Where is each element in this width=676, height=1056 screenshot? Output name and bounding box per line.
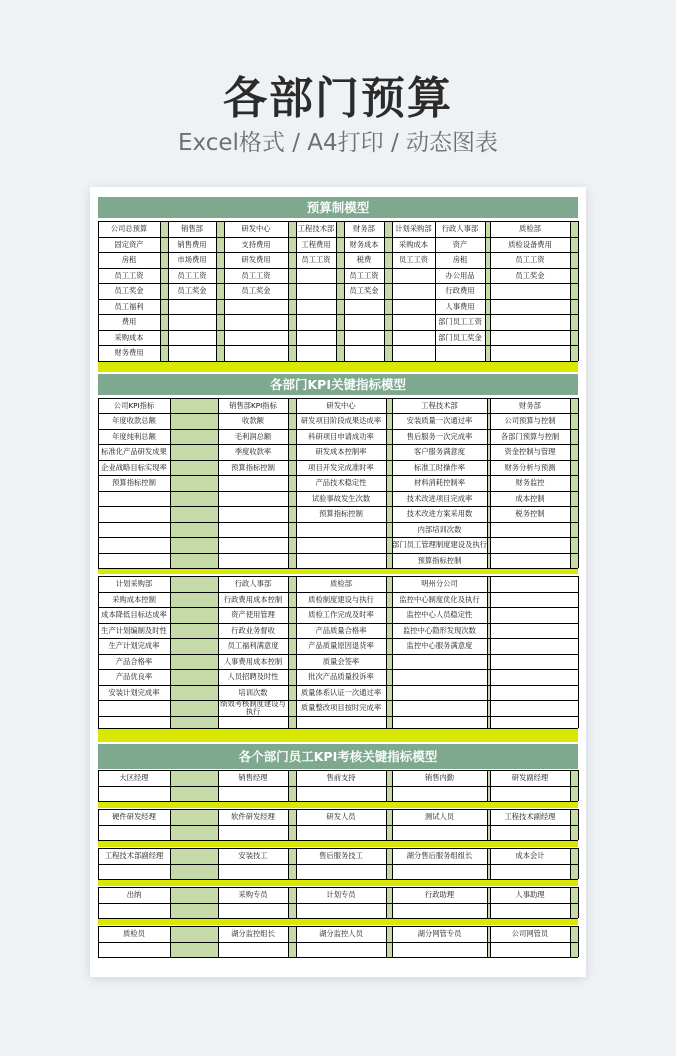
- grid-line-vertical: [490, 576, 491, 728]
- table-cell: 售前支持: [326, 773, 356, 782]
- table-cell: 市场费用: [177, 255, 207, 264]
- grid-line-vertical: [386, 809, 387, 840]
- grid-line-vertical: [386, 848, 387, 879]
- table-cell: 硬件研发经理: [112, 812, 156, 821]
- grid-line-vertical: [170, 926, 171, 957]
- table-cell: 采购成本控制: [112, 594, 156, 604]
- table-cell: 测试人员: [424, 812, 455, 821]
- section-separator: [98, 569, 578, 574]
- table-cell: 资产使用管理: [231, 610, 275, 619]
- table-cell: 安装计划完成率: [108, 687, 160, 697]
- table-cell: 客户服务满意度: [413, 447, 466, 456]
- table-cell: 监控中心制度优化及执行: [399, 594, 480, 604]
- table-cell: 批次产品质量投诉率: [308, 672, 374, 681]
- table-cell: 研发中心: [326, 400, 356, 410]
- table-cell: 研发项目阶段成果达成率: [300, 416, 382, 425]
- table-cell: 人事助理: [515, 890, 545, 899]
- grid-line-vertical: [485, 221, 486, 361]
- table-cell: 产品质量合格率: [315, 625, 367, 635]
- grid-line-vertical: [288, 770, 289, 801]
- table-cell: 公司总预算: [110, 224, 148, 233]
- table-cell: 监控中心服务满意度: [406, 641, 473, 650]
- section-separator: [98, 880, 578, 886]
- table-cell: 成本降低目标达成率: [101, 610, 167, 619]
- table-cell: 员工工资: [177, 270, 207, 280]
- table-cell: 行政人事部: [234, 579, 272, 588]
- section-separator: [98, 919, 578, 925]
- table-cell: 质检部: [330, 579, 352, 588]
- grid-line-vertical: [578, 576, 579, 728]
- grid-line-vertical: [170, 848, 171, 879]
- section-header: 预算制模型: [98, 197, 578, 218]
- table-cell: 采购成本: [114, 332, 144, 342]
- table-cell: 成本控制: [515, 493, 545, 503]
- table-cell: 项目开发完成准时率: [308, 462, 374, 472]
- table-cell: 生产计划完成率: [108, 641, 160, 650]
- table-cell: 销售内勤: [424, 773, 455, 782]
- table-cell: 售后服务一次完成率: [406, 431, 473, 441]
- grid-line-vertical: [288, 398, 289, 569]
- table-cell: 季度收款率: [234, 447, 272, 456]
- grid-line-vertical: [578, 887, 579, 918]
- grid-line-vertical: [170, 887, 171, 918]
- table-cell: 办公用品: [445, 270, 475, 280]
- table-cell: 技术改进项目完成率: [406, 493, 473, 503]
- table-cell: 员工工资: [349, 270, 379, 280]
- grid-line-vertical: [487, 576, 488, 728]
- grid-line-vertical: [386, 887, 387, 918]
- table-cell: 税费: [356, 255, 372, 264]
- table-cell: 湖分售后服务组组长: [406, 851, 473, 860]
- grid-line-vertical: [578, 398, 579, 569]
- table-cell: 公司KPI指标: [113, 400, 155, 410]
- table-cell: 计划采购部: [395, 224, 432, 233]
- table-cell: 部门员工工资: [438, 317, 482, 326]
- table-cell: 销售费用: [177, 239, 207, 249]
- table-cell: 工程技术部: [297, 224, 335, 233]
- table-cell: 安装质量一次通过率: [406, 416, 473, 425]
- table-cell: 房租: [121, 255, 137, 264]
- table-cell: 公司预算与控制: [504, 416, 556, 425]
- table-cell: 房租: [452, 255, 468, 264]
- table-cell: 固定资产: [114, 239, 144, 249]
- table-cell: 行政人事部: [441, 224, 479, 233]
- grid-line-vertical: [170, 398, 171, 569]
- table-cell: 培训次数: [238, 687, 268, 697]
- grid-line-vertical: [487, 848, 488, 879]
- table-cell: 产品技术稳定性: [315, 478, 367, 487]
- table-cell: 采购成本: [398, 239, 429, 249]
- grid-line-vertical: [288, 576, 289, 728]
- grid-line-vertical: [570, 770, 571, 801]
- table-cell: 成本会计: [515, 851, 545, 860]
- grid-line-vertical: [288, 809, 289, 840]
- grid-line-vertical: [578, 221, 579, 361]
- table-cell: 质检员: [123, 929, 145, 938]
- grid-line-vertical: [487, 887, 488, 918]
- highlight-column: [336, 221, 344, 361]
- highlight-column: [384, 221, 392, 361]
- grid-line-vertical: [216, 221, 217, 361]
- grid-line-vertical: [170, 576, 171, 728]
- table-cell: 计划采购部: [115, 579, 153, 588]
- table-cell: 销售部KPI指标: [229, 400, 277, 410]
- table-cell: 售后服务技工: [319, 851, 363, 860]
- grid-line-horizontal: [98, 330, 578, 331]
- table-cell: 收款额: [242, 416, 264, 425]
- grid-line-vertical: [384, 221, 385, 361]
- grid-line-vertical: [570, 848, 571, 879]
- grid-line-vertical: [487, 770, 488, 801]
- section-separator: [98, 841, 578, 847]
- table-cell: 财务部: [353, 224, 375, 233]
- table-cell: 公司网管员: [511, 929, 549, 938]
- table-cell: 绩效考核制度建设与执行: [220, 700, 286, 717]
- table-cell: 内部培训次数: [417, 524, 462, 534]
- table-cell: 行政业务督收: [231, 625, 275, 635]
- highlight-column: [288, 576, 296, 728]
- table-cell: 预算指标控制: [231, 462, 275, 472]
- table-cell: 标准化产品研发成果: [101, 447, 167, 456]
- section-header: 各个部门员工KPI考核关键指标模型: [98, 744, 578, 769]
- table-cell: 毛利润总额: [234, 431, 272, 441]
- table-cell: 工程技术部副经理: [104, 851, 164, 860]
- grid-line-vertical: [578, 809, 579, 840]
- grid-line-vertical: [578, 926, 579, 957]
- table-cell: 人事费用成本控制: [223, 656, 283, 666]
- table-cell: 员工工资: [241, 270, 271, 280]
- table-cell: 费用: [121, 317, 137, 326]
- grid-line-vertical: [288, 887, 289, 918]
- highlight-column: [570, 398, 578, 569]
- table-cell: 大区经理: [119, 773, 149, 782]
- grid-line-vertical: [578, 770, 579, 801]
- table-cell: 预算指标控制: [319, 509, 363, 518]
- table-cell: 试验事故发生次数: [311, 493, 371, 503]
- table-cell: 质检制度建设与执行: [308, 594, 374, 604]
- table-cell: 预算指标控制: [112, 478, 156, 487]
- table-cell: 财务分析与预测: [504, 462, 556, 472]
- table-cell: 质检设备费用: [508, 239, 552, 249]
- table-cell: 人员招聘及时性: [227, 672, 279, 681]
- grid-line-vertical: [288, 848, 289, 879]
- grid-line-horizontal: [98, 314, 578, 315]
- table-cell: 质检部: [519, 224, 541, 233]
- table-cell: 预算指标控制: [417, 555, 462, 565]
- table-cell: 行政费用成本控制: [223, 594, 283, 604]
- table-cell: 员工奖金: [241, 286, 271, 295]
- grid-line-vertical: [386, 770, 387, 801]
- table-cell: 工程技术部: [421, 400, 458, 410]
- grid-line-vertical: [487, 398, 488, 569]
- table-cell: 生产计划编制及时性: [101, 625, 167, 635]
- highlight-column: [288, 221, 296, 361]
- page-title: 各部门预算: [223, 73, 453, 124]
- table-cell: 税务控制: [515, 509, 545, 518]
- section-header: 各部门KPI关键指标模型: [98, 374, 578, 395]
- table-cell: 财务费用: [114, 348, 144, 357]
- table-cell: 质检工作完成及时率: [308, 610, 374, 619]
- table-cell: 材料消耗控制率: [413, 478, 466, 487]
- table-cell: 人事费用: [445, 301, 475, 311]
- table-cell: 企业战略目标实现率: [101, 462, 167, 472]
- table-cell: 研发人员: [326, 812, 356, 821]
- section-separator: [98, 802, 578, 808]
- table-cell: 安装技工: [238, 851, 268, 860]
- page-subtitle: Excel格式 / A4打印 / 动态图表: [177, 130, 499, 156]
- table-cell: 明州分公司: [421, 579, 458, 588]
- table-cell: 员工奖金: [349, 286, 379, 295]
- grid-line-vertical: [170, 809, 171, 840]
- table-cell: 标准工时操作率: [413, 462, 466, 472]
- table-cell: 资金控制与管理: [504, 447, 556, 456]
- table-cell: 销售部: [181, 224, 203, 233]
- table-cell: 质量会签率: [322, 656, 360, 666]
- table-cell: 员工福利满意度: [227, 641, 279, 650]
- table-cell: 各部门预算与控制: [500, 431, 560, 441]
- grid-line-vertical: [570, 221, 571, 361]
- table-cell: 销售经理: [238, 773, 268, 782]
- grid-line-vertical: [288, 926, 289, 957]
- table-cell: 员工工资: [515, 255, 545, 264]
- table-cell: 财务监控: [515, 478, 545, 487]
- highlight-column: [170, 576, 218, 728]
- section-separator: [98, 362, 578, 372]
- table-cell: 年度收款总额: [112, 416, 156, 425]
- table-cell: 员工工资: [398, 255, 429, 264]
- table-cell: 员工工资: [301, 255, 331, 264]
- highlight-column: [216, 221, 224, 361]
- table-cell: 员工工资: [114, 270, 144, 280]
- table-cell: 部门员工奖金: [438, 332, 482, 342]
- table-cell: 产品质量原因退货率: [308, 641, 374, 650]
- grid-line-vertical: [386, 926, 387, 957]
- grid-line-vertical: [570, 398, 571, 569]
- table-cell: 支持费用: [241, 239, 271, 249]
- table-cell: 研发成本控制率: [315, 447, 367, 456]
- table-cell: 行政助理: [424, 890, 455, 899]
- grid-line-vertical: [170, 770, 171, 801]
- table-cell: 财务成本: [349, 239, 379, 249]
- table-cell: 研发费用: [241, 255, 271, 264]
- grid-line-horizontal: [98, 299, 578, 300]
- table-cell: 部门员工管理制度建设及执行: [392, 540, 487, 549]
- grid-line-vertical: [160, 221, 161, 361]
- table-cell: 质量体系认证一次通过率: [300, 687, 382, 697]
- spreadsheet-preview: [90, 187, 586, 977]
- table-cell: 湖分监控人员: [319, 929, 363, 938]
- grid-line-vertical: [386, 576, 387, 728]
- table-cell: 软件研发经理: [231, 812, 275, 821]
- highlight-column: [170, 398, 218, 569]
- table-cell: 监控中心隐形发现次数: [403, 625, 476, 635]
- table-cell: 研发副经理: [511, 773, 549, 782]
- table-cell: 计划专员: [326, 890, 356, 899]
- grid-line-vertical: [487, 809, 488, 840]
- table-cell: 湖分监控组长: [231, 929, 275, 938]
- table-cell: 监控中心人员稳定性: [406, 610, 473, 619]
- grid-line-vertical: [288, 221, 289, 361]
- table-cell: 工程技术副经理: [504, 812, 556, 821]
- grid-line-vertical: [386, 398, 387, 569]
- section-separator: [98, 729, 578, 742]
- grid-line-vertical: [578, 848, 579, 879]
- table-cell: 工程费用: [301, 239, 331, 249]
- grid-line-vertical: [336, 221, 337, 361]
- table-cell: 采购专员: [238, 890, 268, 899]
- table-cell: 产品优良率: [115, 672, 153, 681]
- table-cell: 质量整改项目按时完成率: [300, 703, 382, 712]
- table-cell: 研发中心: [241, 224, 271, 233]
- grid-line-vertical: [570, 887, 571, 918]
- table-cell: 年度纯利总额: [112, 431, 156, 441]
- highlight-column: [288, 398, 296, 569]
- table-cell: 员工福利: [114, 301, 144, 311]
- highlight-column: [570, 221, 578, 361]
- highlight-column: [160, 221, 168, 361]
- table-cell: 技术改进方案采用数: [406, 509, 473, 518]
- table-cell: 财务部: [519, 400, 541, 410]
- grid-line-vertical: [570, 926, 571, 957]
- table-cell: 资产: [452, 239, 468, 249]
- grid-line-vertical: [487, 926, 488, 957]
- grid-line-horizontal: [98, 957, 578, 958]
- table-cell: 员工奖金: [114, 286, 144, 295]
- table-cell: 行政费用: [445, 286, 475, 295]
- table-cell: 湖分网管专员: [417, 929, 462, 938]
- table-cell: 产品合格率: [115, 656, 153, 666]
- grid-line-vertical: [570, 809, 571, 840]
- table-cell: 员工奖金: [515, 270, 545, 280]
- table-cell: 科研项目申请成功率: [308, 431, 374, 441]
- table-cell: 出纳: [126, 890, 142, 899]
- table-cell: 员工奖金: [177, 286, 207, 295]
- grid-line-horizontal: [98, 345, 578, 346]
